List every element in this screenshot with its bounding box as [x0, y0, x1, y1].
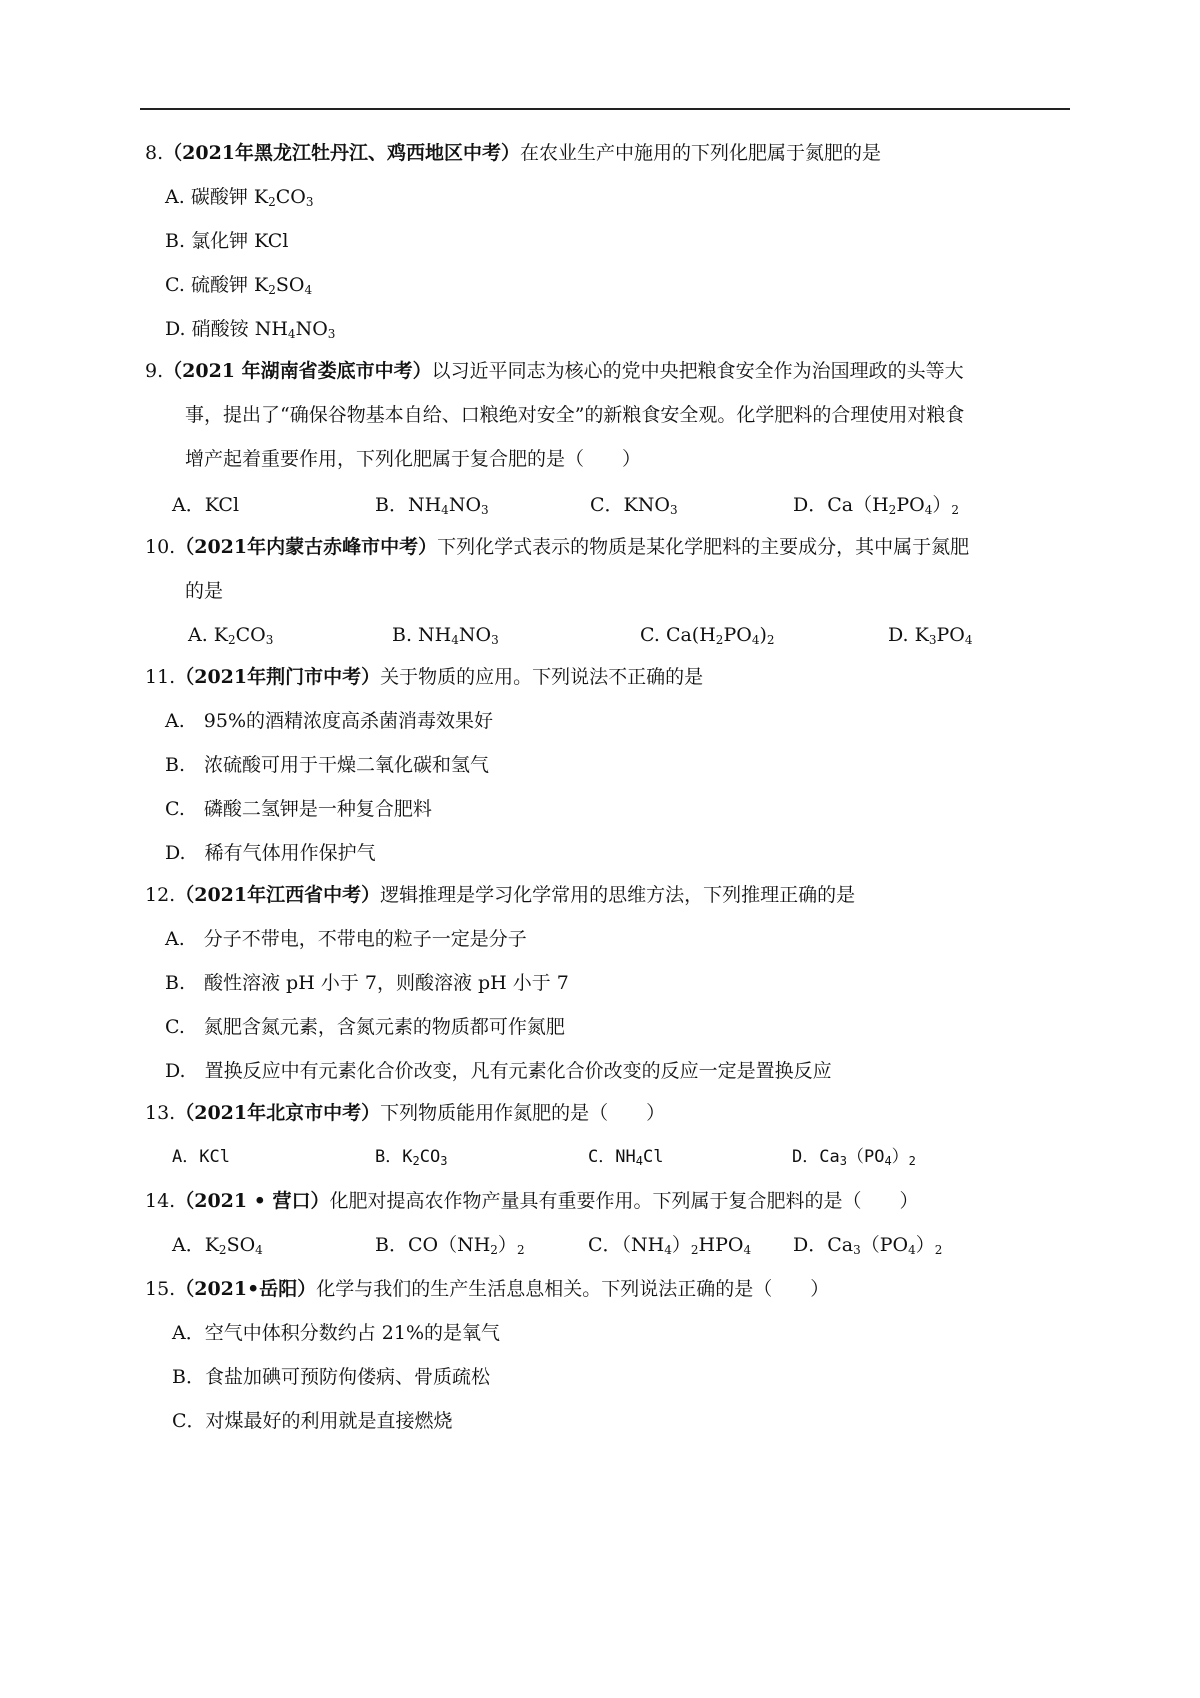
question-source: （2021年内蒙古赤峰市中考） — [175, 536, 438, 558]
question-source: （2021 • 营口） — [175, 1190, 330, 1212]
option-a: A．KCl — [172, 1147, 230, 1167]
question-number: 13. — [145, 1102, 176, 1124]
option-a: A．空气中体积分数约占 21%的是氧气 — [172, 1322, 500, 1344]
option-d: D. 置换反应中有元素化合价改变，凡有元素化合价改变的反应一定是置换反应 — [165, 1060, 832, 1082]
question-number: 8. — [145, 142, 164, 164]
option-b: B．$CO(NH_2)_2$ — [375, 1234, 525, 1257]
option-c: C. 硫酸钾 $K_2SO_4$ — [165, 274, 313, 297]
question-8 — [145, 138, 881, 168]
question-10-line-2: 的是 — [185, 580, 224, 602]
question-stem: 下列化学式表示的物质是某化学肥料的主要成分，其中属于氮肥 — [437, 536, 970, 558]
option-c: C. 氮肥含氮元素，含氮元素的物质都可作氮肥 — [165, 1016, 565, 1038]
question-source: （2021 年湖南省娄底市中考） — [163, 360, 432, 382]
question-stem: 以习近平同志为核心的党中央把粮食安全作为治国理政的头等大 — [431, 360, 964, 382]
question-number: 15. — [145, 1278, 176, 1300]
option-c: C．$KNO_3$ — [590, 494, 678, 517]
header-rule — [140, 108, 1070, 110]
option-a: A. 碳酸钾 $K_2CO_3$ — [165, 186, 314, 209]
option-c: C．$NH_4Cl$ — [588, 1147, 664, 1168]
question-stem: 下列物质能用作氮肥的是（ ） — [380, 1102, 666, 1124]
option-c: C．$(NH_4)_2HPO_4$ — [588, 1234, 752, 1257]
question-number: 12. — [145, 884, 176, 906]
question-stem: 逻辑推理是学习化学常用的思维方法，下列推理正确的是 — [380, 884, 856, 906]
question-13-options — [0, 1142, 1200, 1172]
question-source: （2021•岳阳） — [175, 1278, 317, 1300]
question-stem: 化肥对提高农作物产量具有重要作用。下列属于复合肥料的是（ ） — [329, 1190, 919, 1212]
option-d: D. 硝酸铵 $NH_4NO_3$ — [165, 318, 336, 341]
option-a: A．KCl — [172, 494, 240, 516]
question-number: 10. — [145, 536, 176, 558]
question-9 — [145, 356, 964, 386]
option-c: C. $Ca(H_2PO_4)_2$ — [640, 624, 775, 647]
option-b: B．$K_2CO_3$ — [375, 1147, 448, 1168]
option-d: D. $K_3PO_4$ — [888, 624, 973, 647]
option-b: B. 浓硫酸可用于干燥二氧化碳和氢气 — [165, 754, 490, 776]
option-b: B. 氯化钾 KCl — [165, 230, 289, 252]
question-15 — [145, 1274, 829, 1304]
question-9-line-2: 事，提出了“确保谷物基本自给、口粮绝对安全”的新粮食安全观。化学肥料的合理使用对粮食 — [185, 404, 965, 426]
question-stem: 关于物质的应用。下列说法不正确的是 — [380, 666, 704, 688]
option-b: B．$NH_4NO_3$ — [375, 494, 489, 517]
option-c: C．对煤最好的利用就是直接燃烧 — [172, 1410, 453, 1432]
question-13 — [145, 1098, 665, 1128]
question-14 — [145, 1186, 919, 1216]
option-a: A. 95%的酒精浓度高杀菌消毒效果好 — [165, 710, 493, 732]
option-a: A．$K_2SO_4$ — [172, 1234, 263, 1257]
option-d: D．$Ca_3(PO_4)_2$ — [792, 1147, 916, 1168]
option-c: C. 磷酸二氢钾是一种复合肥料 — [165, 798, 432, 820]
question-10-options — [0, 620, 1200, 650]
option-b: B. 酸性溶液 pH 小于 7，则酸溶液 pH 小于 7 — [165, 972, 569, 994]
option-a: A. 分子不带电，不带电的粒子一定是分子 — [165, 928, 527, 950]
question-10 — [145, 532, 969, 562]
question-stem: 化学与我们的生产生活息息相关。下列说法正确的是（ ） — [316, 1278, 830, 1300]
question-9-options — [0, 490, 1200, 520]
question-number: 9. — [145, 360, 164, 382]
question-source: （2021年北京市中考） — [175, 1102, 381, 1124]
option-b: B. $NH_4NO_3$ — [392, 624, 499, 647]
option-d: D．$Ca_3(PO_4)_2$ — [793, 1234, 943, 1257]
question-number: 14. — [145, 1190, 176, 1212]
question-14-options — [0, 1230, 1200, 1260]
question-source: （2021年荆门市中考） — [175, 666, 381, 688]
option-d: D. 稀有气体用作保护气 — [165, 842, 376, 864]
option-d: D．$Ca(H_2PO_4)_2$ — [793, 494, 959, 517]
question-number: 11. — [145, 666, 176, 688]
question-11 — [145, 662, 703, 692]
option-b: B．食盐加碘可预防佝偻病、骨质疏松 — [172, 1366, 490, 1388]
option-a: A. $K_2CO_3$ — [188, 624, 274, 647]
question-source: （2021年黑龙江牡丹江、鸡西地区中考） — [163, 142, 521, 164]
question-source: （2021年江西省中考） — [175, 884, 381, 906]
question-9-line-3: 增产起着重要作用，下列化肥属于复合肥的是（ ） — [185, 448, 642, 470]
question-stem: 在农业生产中施用的下列化肥属于氮肥的是 — [520, 142, 882, 164]
question-12 — [145, 880, 855, 910]
